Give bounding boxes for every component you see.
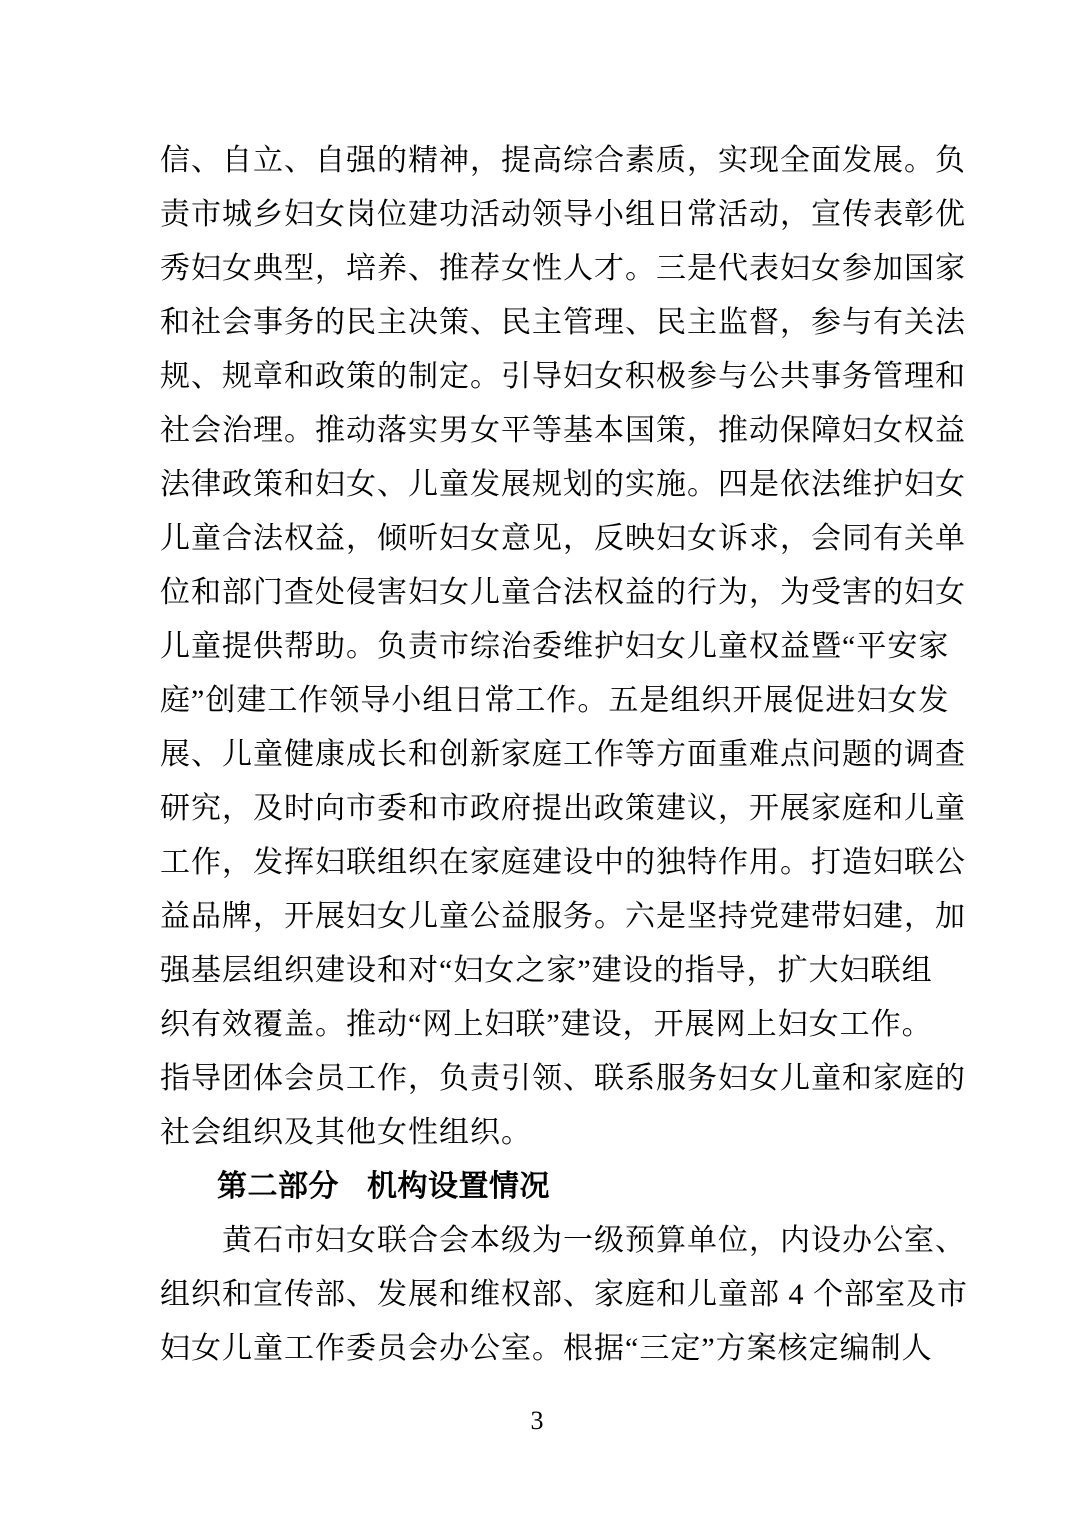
paragraph-line: 儿童提供帮助。负责市综治委维护妇女儿童权益暨“平安家 xyxy=(160,630,950,663)
paragraph-line: 信、自立、自强的精神，提高综合素质，实现全面发展。负 xyxy=(160,144,966,177)
paragraph-line: 法律政策和妇女、儿童发展规划的实施。四是依法维护妇女 xyxy=(160,468,966,501)
paragraph-line: 妇女儿童工作委员会办公室。根据“三定”方案核定编制人 xyxy=(160,1332,933,1365)
page-body xyxy=(160,134,968,1376)
paragraph-line: 组织和宣传部、发展和维权部、家庭和儿童部 4 个部室及市 xyxy=(160,1278,968,1311)
heading-gap xyxy=(339,1195,367,1196)
paragraph-line: 展、儿童健康成长和创新家庭工作等方面重难点问题的调查 xyxy=(160,738,966,771)
paragraph-line: 指导团体会员工作，负责引领、联系服务妇女儿童和家庭的 xyxy=(160,1062,966,1095)
paragraph-line: 社会组织及其他女性组织。 xyxy=(160,1116,532,1149)
paragraph-line: 儿童合法权益，倾听妇女意见，反映妇女诉求，会同有关单 xyxy=(160,522,966,555)
paragraph-line: 织有效覆盖。推动“网上妇联”建设，开展网上妇女工作。 xyxy=(160,1008,933,1041)
paragraph-line: 黄石市妇女联合会本级为一级预算单位，内设办公室、 xyxy=(222,1224,966,1257)
paragraph-line: 强基层组织建设和对“妇女之家”建设的指导，扩大妇联组 xyxy=(160,954,933,987)
section-heading-number: 第二部分 xyxy=(217,1170,339,1203)
section-heading xyxy=(160,1160,915,1214)
paragraph-line: 庭”创建工作领导小组日常工作。五是组织开展促进妇女发 xyxy=(160,684,950,717)
paragraph-line: 工作，发挥妇联组织在家庭建设中的独特作用。打造妇联公 xyxy=(160,846,966,879)
page-number: 3 xyxy=(530,1406,544,1435)
paragraph-line: 研究，及时向市委和市政府提出政策建议，开展家庭和儿童 xyxy=(160,792,966,825)
paragraph-line: 社会治理。推动落实男女平等基本国策，推动保障妇女权益 xyxy=(160,414,966,447)
paragraph-line: 位和部门查处侵害妇女儿童合法权益的行为，为受害的妇女 xyxy=(160,576,966,609)
paragraph-line: 责市城乡妇女岗位建功活动领导小组日常活动，宣传表彰优 xyxy=(160,198,966,231)
paragraph-line: 益品牌，开展妇女儿童公益服务。六是坚持党建带妇建，加 xyxy=(160,900,966,933)
paragraph-line: 和社会事务的民主决策、民主管理、民主监督，参与有关法 xyxy=(160,306,966,339)
section-heading-title: 机构设置情况 xyxy=(367,1170,550,1203)
paragraph-line: 规、规章和政策的制定。引导妇女积极参与公共事务管理和 xyxy=(160,360,966,393)
paragraph-line: 秀妇女典型，培养、推荐女性人才。三是代表妇女参加国家 xyxy=(160,252,966,285)
